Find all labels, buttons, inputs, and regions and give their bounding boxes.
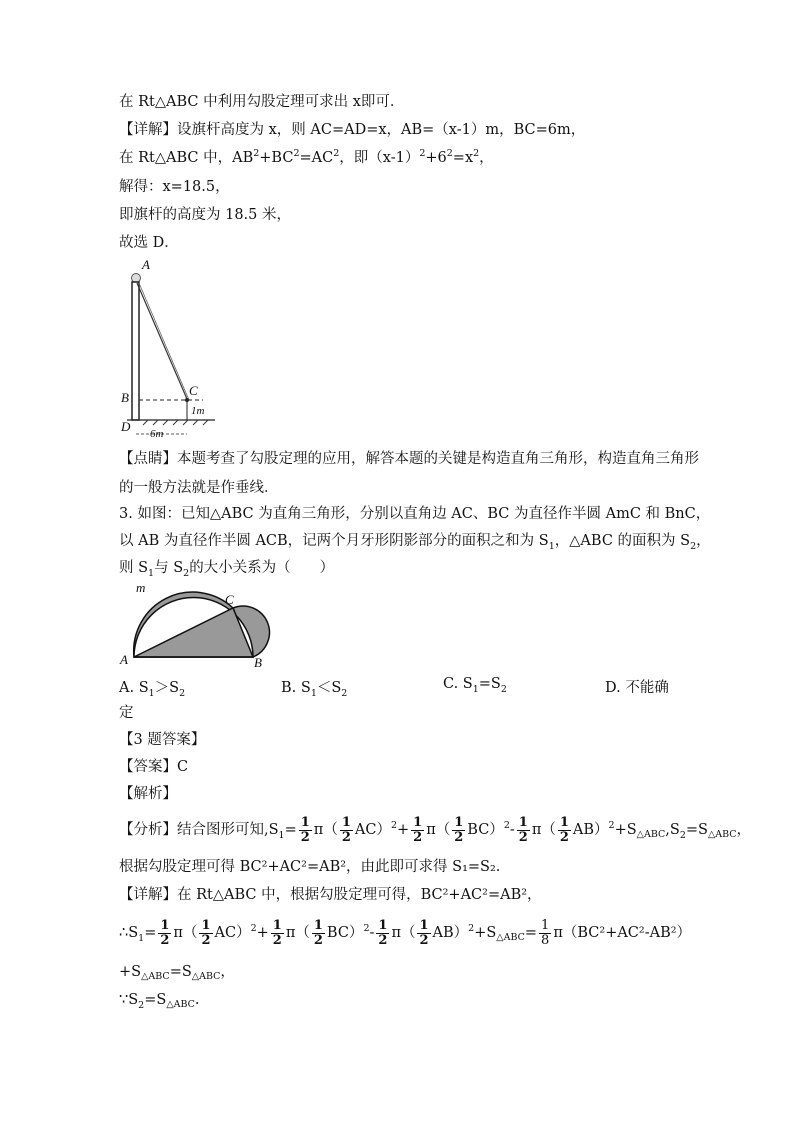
sup: 2 bbox=[503, 820, 510, 832]
text-seg: + bbox=[397, 822, 410, 838]
text-seg: ＜S bbox=[316, 680, 342, 696]
sub: 1 bbox=[148, 687, 155, 699]
text-seg: 以 AB 为直径作半圆 ACB，记两个月牙形阴影部分的面积之和为 S bbox=[119, 533, 549, 549]
text-seg: ,S bbox=[665, 822, 680, 838]
text-seg: ∵S bbox=[119, 992, 139, 1008]
text-seg: A. S bbox=[119, 680, 149, 696]
flagpole-figure bbox=[115, 255, 225, 440]
sub: 1 bbox=[472, 683, 479, 695]
sub: △ABC bbox=[707, 829, 737, 840]
text-seg: AC） bbox=[354, 822, 391, 838]
sub: 2 bbox=[690, 540, 697, 552]
text-seg: =S bbox=[169, 964, 192, 980]
text-seg: ， bbox=[220, 964, 235, 980]
text-seg: AC） bbox=[214, 925, 251, 941]
detail-text: 在 Rt△ABC 中，根据勾股定理可得，BC²+AC²=AB²， bbox=[177, 887, 542, 903]
detail-text: 设旗杆高度为 x，则 AC=AD=x，AB=（x-1）m，BC=6m， bbox=[177, 122, 586, 138]
option-a bbox=[119, 676, 185, 697]
text-seg: BC） bbox=[326, 925, 364, 941]
fraction-half: $\frac{1}{2}$ bbox=[559, 814, 569, 845]
text-seg: =S bbox=[685, 822, 708, 838]
text-seg: π（ bbox=[531, 822, 556, 838]
answer-tag: 【答案】 bbox=[119, 759, 177, 775]
sup: 2 bbox=[250, 923, 257, 935]
question-line: 3. 如图：已知△ABC 为直角三角形，分别以直角边 AC、BC 为直径作半圆 AmC 和 BnC， bbox=[119, 506, 711, 522]
label-1m: 1m bbox=[191, 405, 205, 417]
sub: △ABC bbox=[141, 971, 170, 982]
fraction-half: $\frac{1}{2}$ bbox=[413, 814, 423, 845]
text-seg: AB） bbox=[432, 925, 469, 941]
equation-line bbox=[119, 148, 494, 168]
question-line bbox=[119, 531, 711, 551]
sub: 1 bbox=[548, 540, 555, 552]
sup: 2 bbox=[390, 820, 397, 832]
text-line: 即旗杆的高度为 18.5 米， bbox=[119, 207, 292, 223]
label-a: A bbox=[120, 652, 128, 667]
text-seg: π（BC²+AC²-AB²） bbox=[553, 925, 692, 941]
sub: △ABC bbox=[496, 932, 525, 943]
sub: 2 bbox=[138, 999, 145, 1011]
question-line bbox=[119, 558, 334, 578]
text-seg: =AC bbox=[299, 150, 334, 166]
sup: 2 bbox=[333, 148, 340, 160]
sup: 2 bbox=[253, 148, 260, 160]
text-seg: ， bbox=[479, 150, 494, 166]
text-seg: ＞S bbox=[154, 680, 180, 696]
text-seg: π（ bbox=[313, 822, 338, 838]
sub: 1 bbox=[310, 687, 317, 699]
text-seg: ， bbox=[736, 822, 752, 838]
label-b: B bbox=[121, 390, 129, 405]
fraction-half: $\frac{1}{2}$ bbox=[160, 917, 170, 948]
text-line: 在 Rt△ABC 中利用勾股定理可求出 x即可． bbox=[119, 94, 405, 110]
text-seg: +S bbox=[614, 822, 637, 838]
detail-tag: 【详解】 bbox=[119, 122, 177, 138]
detail-line bbox=[119, 120, 585, 140]
sup: 2 bbox=[608, 820, 615, 832]
text-seg: ， bbox=[696, 533, 711, 549]
text-seg: π（ bbox=[285, 925, 310, 941]
sup: 2 bbox=[473, 148, 480, 160]
text-seg: +BC bbox=[259, 150, 294, 166]
pole-top-ball bbox=[132, 274, 141, 283]
rope-line-2 bbox=[139, 283, 189, 400]
text-seg: B. S bbox=[281, 680, 311, 696]
text-seg: = bbox=[284, 822, 297, 838]
analysis-formula bbox=[119, 815, 751, 850]
fraction-half: $\frac{1}{2}$ bbox=[272, 917, 282, 948]
detail-tag: 【详解】 bbox=[119, 887, 177, 903]
label-d: D bbox=[121, 419, 131, 434]
text-seg: =S bbox=[478, 676, 501, 692]
text-seg: +S bbox=[474, 925, 497, 941]
text-seg: +S bbox=[119, 964, 142, 980]
answer-value: C bbox=[177, 759, 189, 775]
because-line bbox=[119, 990, 200, 1015]
text-seg: 则 S bbox=[119, 560, 149, 576]
text-line: 的一般方法就是作垂线． bbox=[119, 480, 279, 496]
sub: 2 bbox=[179, 687, 186, 699]
option-d-wrap: 定 bbox=[119, 705, 134, 721]
fraction-half: $\frac{1}{2}$ bbox=[201, 917, 211, 948]
text-line: 根据勾股定理可得 BC²+AC²=AB²，由此即可求得 S₁=S₂. bbox=[119, 859, 501, 875]
sub: 2 bbox=[500, 683, 507, 695]
fraction-half: $\frac{1}{2}$ bbox=[341, 814, 351, 845]
continuation-line bbox=[119, 962, 235, 987]
text-seg: ，即（x-1） bbox=[339, 150, 420, 166]
sub: 2 bbox=[679, 829, 686, 841]
fraction-half: $\frac{1}{2}$ bbox=[454, 814, 464, 845]
rope-line bbox=[137, 283, 187, 399]
sup: 2 bbox=[419, 148, 426, 160]
text-seg: - bbox=[369, 925, 375, 941]
answer-line bbox=[119, 757, 188, 777]
key-point-line bbox=[119, 449, 699, 469]
text-seg: 的大小关系为（ ） bbox=[189, 560, 335, 576]
text-seg: π（ bbox=[173, 925, 198, 941]
sub: △ABC bbox=[166, 999, 195, 1010]
text-seg: 与 S bbox=[154, 560, 184, 576]
label-c: C bbox=[225, 592, 234, 607]
sup: 2 bbox=[363, 923, 370, 935]
text-seg: = bbox=[144, 925, 157, 941]
key-point-tag: 【点睛】 bbox=[119, 451, 177, 467]
option-c bbox=[443, 676, 507, 695]
text-seg: =x bbox=[452, 150, 474, 166]
sub: 2 bbox=[341, 687, 348, 699]
sub: 1 bbox=[148, 567, 155, 579]
label-a: A bbox=[142, 257, 150, 272]
detail-line bbox=[119, 885, 542, 905]
fraction-half: $\frac{1}{2}$ bbox=[419, 917, 429, 948]
text-seg: ，△ABC 的面积为 S bbox=[554, 533, 691, 549]
text-line: 解得：x=18.5， bbox=[119, 179, 230, 195]
analysis-header: 【解析】 bbox=[119, 786, 177, 802]
option-d: D. 不能确 bbox=[605, 680, 669, 696]
lune-figure bbox=[117, 580, 272, 670]
label-c: C bbox=[189, 383, 198, 398]
sub: 1 bbox=[138, 932, 145, 944]
text-seg: . bbox=[194, 992, 200, 1008]
text-line: 故选 D． bbox=[119, 235, 179, 251]
analysis-tag: 【分析】 bbox=[119, 822, 177, 838]
fraction-half: $\frac{1}{2}$ bbox=[313, 917, 323, 948]
fraction-half: $\frac{1}{2}$ bbox=[300, 814, 310, 845]
text-seg: BC） bbox=[467, 822, 504, 838]
sub: 2 bbox=[183, 567, 190, 579]
sup: 2 bbox=[446, 148, 453, 160]
sub: 1 bbox=[278, 829, 285, 841]
therefore-formula bbox=[119, 918, 691, 953]
label-b: B bbox=[254, 655, 262, 670]
text-seg: = bbox=[524, 925, 538, 941]
text-seg: + bbox=[256, 925, 269, 941]
flagpole bbox=[132, 282, 139, 420]
label-6m: 6m bbox=[150, 428, 164, 440]
text-seg: AB） bbox=[572, 822, 609, 838]
option-b bbox=[281, 676, 347, 697]
key-point-text: 本题考查了勾股定理的应用，解答本题的关键是构造直角三角形，构造直角三角形 bbox=[177, 451, 699, 467]
sub: △ABC bbox=[191, 971, 221, 982]
text-seg: 在 Rt△ABC 中，AB bbox=[119, 150, 254, 166]
text-seg: +6 bbox=[425, 150, 447, 166]
ground-hatch bbox=[143, 420, 208, 425]
fraction-half: $\frac{1}{2}$ bbox=[518, 814, 528, 845]
text-seg: π（ bbox=[391, 925, 416, 941]
fraction-half: $\frac{1}{2}$ bbox=[378, 917, 388, 948]
text-seg: ∴S bbox=[119, 925, 139, 941]
sup: 2 bbox=[468, 923, 475, 935]
text-seg: C. S bbox=[443, 676, 473, 692]
answer-header: 【3 题答案】 bbox=[119, 732, 206, 748]
sup: 2 bbox=[293, 148, 300, 160]
fraction-eighth: $\frac{1}{8}$ bbox=[541, 917, 550, 948]
text-seg: π（ bbox=[426, 822, 451, 838]
text-seg: 结合图形可知,S bbox=[177, 822, 279, 838]
label-m: m bbox=[136, 580, 146, 595]
text-seg: - bbox=[509, 822, 515, 838]
sub: △ABC bbox=[636, 829, 666, 840]
text-seg: =S bbox=[144, 992, 167, 1008]
